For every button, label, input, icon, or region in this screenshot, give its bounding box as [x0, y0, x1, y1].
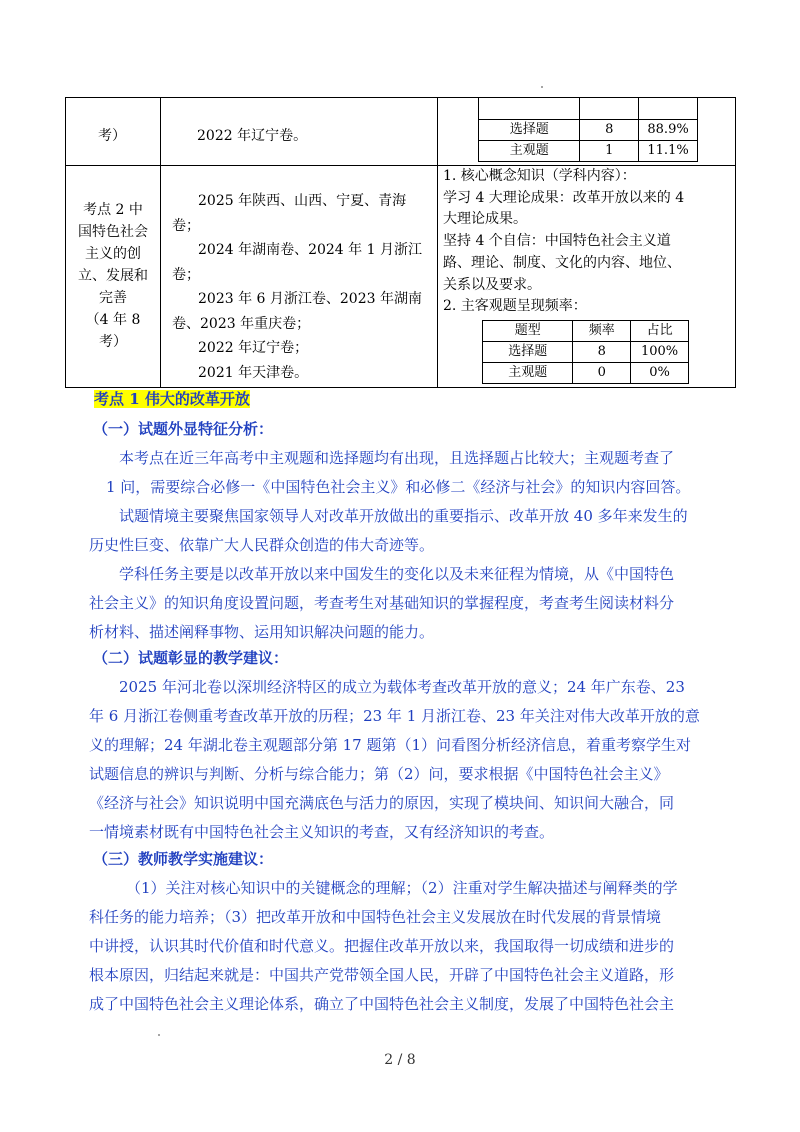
paragraph-4 — [66, 673, 726, 847]
paragraph-line: 本考点在近三年高考中主观题和选择题均有出现，且选择题占比较大；主观题考查了 — [119, 449, 675, 467]
cell-line: 2022 年辽宁卷； — [198, 340, 309, 356]
row2-col1 — [66, 199, 160, 353]
paragraph-line: 学科任务主要是以改革开放以来中国发生的变化以及未来征程为情境，从《中国特色 — [119, 565, 675, 583]
paragraph-2 — [66, 502, 726, 560]
scan-dot — [541, 86, 543, 88]
row2-col3 — [443, 166, 733, 318]
table-row — [483, 363, 689, 384]
table-header-cell: 频率 — [573, 321, 631, 342]
cell-line: 考） — [99, 334, 127, 350]
paragraph-line: 《经济与社会》知识说明中国充满底色与活力的原因，实现了模块间、知识间大融合，同 — [89, 794, 675, 812]
cell-line: 大理论成果。 — [443, 211, 527, 228]
paragraph-line: 成了中国特色社会主义理论体系，确立了中国特色社会主义制度，发展了中国特色社会主 — [89, 995, 675, 1013]
table-cell: 主观题 — [479, 140, 580, 161]
table-cell: 8 — [573, 342, 631, 363]
table-cell: 1 — [580, 140, 639, 161]
table-row — [479, 97, 698, 119]
table-cell: 0 — [573, 363, 631, 384]
paragraph-line: 义的理解；24 年湖北卷主观题部分第 17 题第（1）问看图分析经济信息，着重考察学生对 — [89, 736, 692, 754]
row2-col2 — [172, 189, 434, 385]
paragraph-line: 历史性巨变、依靠广大人民群众创造的伟大奇迹等。 — [89, 536, 435, 554]
paragraph-line: 社会主义》的知识角度设置问题，考查考生对基础知识的掌握程度，考查考生阅读材料分 — [89, 594, 675, 612]
cell-line: 国特色社会 — [78, 224, 148, 240]
table-cell — [479, 97, 580, 119]
page-number: 2 / 8 — [384, 1052, 416, 1068]
row1-freq-table — [478, 97, 698, 162]
cell-line: 卷； — [172, 266, 200, 283]
paragraph-line: 1 问，需要综合必修一《中国特色社会主义》和必修二《经济与社会》的知识内容回答。 — [106, 478, 691, 496]
paragraph-5 — [66, 874, 726, 1019]
cell-line: （4 年 8 — [85, 312, 141, 328]
paragraph-line: 中讲授，认识其时代价值和时代意义。把握住改革开放以来，我国取得一切成绩和进步的 — [89, 937, 675, 955]
table-cell: 100% — [631, 342, 689, 363]
table-row — [479, 119, 698, 140]
paragraph-line: 年 6 月浙江卷侧重考查改革开放的历程；23 年 1 月浙江卷、23 年关注对伟大改革开放的意 — [89, 707, 700, 725]
table-cell — [580, 97, 639, 119]
paragraph-3 — [66, 560, 726, 647]
paragraph-line: 析材料、描述阐释事物、运用知识解决问题的能力。 — [89, 623, 435, 641]
cell-line: 关系以及要求。 — [443, 276, 541, 293]
cell-line: 2023 年 6 月浙江卷、2023 年湖南 — [198, 291, 422, 307]
cell-line: 学习 4 大理论成果：改革开放以来的 4 — [443, 189, 685, 206]
paragraph-1 — [66, 444, 726, 502]
paragraph-line: 科任务的能力培养；（3）把改革开放和中国特色社会主义发展放在时代发展的背景情境 — [89, 908, 662, 926]
cell-line: 考点 2 中 — [83, 202, 143, 218]
cell-line: 完善 — [99, 290, 127, 306]
table-cell: 88.9% — [639, 119, 698, 140]
cell-line: 2021 年天津卷。 — [198, 364, 309, 381]
row1-col2: 2022 年辽宁卷。 — [197, 128, 308, 144]
paragraph-line: （1）关注对核心知识中的关键概念的理解；（2）注重对学生解决描述与阐释类的学 — [126, 879, 678, 897]
paragraph-line: 2025 年河北卷以深圳经济特区的成立为载体考查改革开放的意义；24 年广东卷、23 — [119, 678, 685, 696]
cell-line: 坚持 4 个自信：中国特色社会主义道 — [443, 233, 671, 250]
row1-col1: 考） — [98, 128, 126, 144]
table-cell: 8 — [580, 119, 639, 140]
table-cell: 11.1% — [639, 140, 698, 161]
subheading-two: （二）试题彰显的教学建议： — [93, 649, 289, 667]
scan-dot — [158, 1034, 160, 1036]
cell-line: 2. 主客观题呈现频率： — [443, 298, 587, 315]
table-row — [479, 140, 698, 161]
paragraph-line: 根本原因，归结起来就是：中国共产党带领全国人民，开辟了中国特色社会主义道路，形 — [89, 966, 675, 984]
section-title-text: 考点 1 伟大的改革开放 — [94, 390, 250, 408]
table-header-cell: 占比 — [631, 321, 689, 342]
row2-freq-table — [482, 320, 689, 384]
cell-line: 立、发展和 — [78, 268, 148, 284]
cell-line: 卷； — [172, 217, 200, 234]
cell-line: 1. 核心概念知识（学科内容）： — [443, 168, 636, 184]
cell-line: 卷、2023 年重庆卷； — [172, 315, 311, 332]
cell-line: 主义的创 — [85, 246, 141, 262]
table-cell: 主观题 — [483, 363, 573, 384]
table-header-cell: 题型 — [483, 321, 573, 342]
table-cell: 选择题 — [483, 342, 573, 363]
section-title — [94, 388, 250, 410]
paragraph-line: 试题情境主要聚焦国家领导人对改革开放做出的重要指示、改革开放 40 多年来发生的 — [119, 507, 688, 525]
table-cell: 0% — [631, 363, 689, 384]
table-row — [483, 342, 689, 363]
subheading-three: （三）教师教学实施建议： — [93, 850, 274, 868]
cell-line: 2025 年陕西、山西、宁夏、青海 — [198, 193, 407, 209]
subheading-one: （一）试题外显特征分析： — [93, 420, 274, 438]
cell-line: 路、理论、制度、文化的内容、地位、 — [443, 254, 681, 271]
paragraph-line: 试题信息的辨识与判断、分析与综合能力；第（2）问，要求根据《中国特色社会主义》 — [89, 765, 669, 783]
cell-line: 2024 年湖南卷、2024 年 1 月浙江 — [198, 242, 422, 258]
paragraph-line: 一情境素材既有中国特色社会主义知识的考查，又有经济知识的考查。 — [89, 823, 555, 841]
table-header-row — [483, 321, 689, 342]
table-cell — [639, 97, 698, 119]
table-cell: 选择题 — [479, 119, 580, 140]
